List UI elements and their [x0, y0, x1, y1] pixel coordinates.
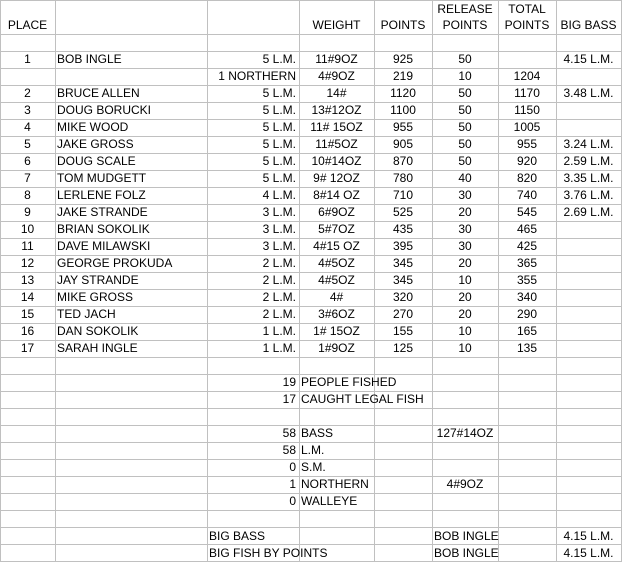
- total-points-cell[interactable]: 740: [516, 188, 538, 202]
- place-cell[interactable]: 14: [20, 290, 35, 304]
- points-cell[interactable]: 870: [392, 154, 414, 168]
- fish-count-cell[interactable]: 5 L.M.: [262, 120, 296, 134]
- summary-label-cell[interactable]: NORTHERN: [301, 477, 369, 491]
- angler-name-cell[interactable]: JAKE STRANDE: [57, 205, 148, 219]
- angler-name-cell[interactable]: BRIAN SOKOLIK: [57, 222, 150, 236]
- summary-label-cell[interactable]: PEOPLE FISHED: [301, 375, 397, 389]
- points-cell[interactable]: 435: [392, 222, 414, 236]
- angler-name-cell[interactable]: MIKE GROSS: [57, 290, 134, 304]
- weight-cell[interactable]: 8#14 OZ: [313, 188, 360, 202]
- angler-name-cell[interactable]: [55, 68, 207, 85]
- weight-cell[interactable]: 1# 15OZ: [313, 324, 360, 338]
- total-points-cell[interactable]: 820: [516, 171, 538, 185]
- big-bass-cell[interactable]: 4.15 L.M.: [563, 52, 614, 66]
- header-points[interactable]: POINTS: [380, 18, 426, 32]
- total-points-cell[interactable]: 290: [516, 307, 538, 321]
- weight-cell[interactable]: 11# 15OZ: [310, 120, 363, 134]
- total-points-cell[interactable]: 1204: [513, 69, 541, 83]
- angler-name-cell[interactable]: DAN SOKOLIK: [57, 324, 139, 338]
- fish-count-cell[interactable]: 1 L.M.: [262, 324, 296, 338]
- place-cell[interactable]: 2: [24, 86, 31, 100]
- weight-cell[interactable]: 10#14OZ: [311, 154, 362, 168]
- award-value-cell[interactable]: 4.15 L.M.: [563, 546, 614, 560]
- weight-cell[interactable]: 4#: [329, 290, 344, 304]
- release-points-cell[interactable]: 30: [458, 222, 472, 236]
- summary-extra-cell[interactable]: [432, 459, 498, 476]
- summary-count-cell[interactable]: 58: [282, 443, 296, 457]
- place-cell[interactable]: 10: [20, 222, 35, 236]
- angler-name-cell[interactable]: JAY STRANDE: [57, 273, 139, 287]
- release-points-cell[interactable]: 20: [458, 205, 472, 219]
- fish-count-cell[interactable]: 2 L.M.: [262, 256, 296, 270]
- summary-count-cell[interactable]: 19: [282, 375, 296, 389]
- summary-label-cell[interactable]: WALLEYE: [301, 494, 358, 508]
- place-cell[interactable]: 6: [24, 154, 31, 168]
- big-bass-cell[interactable]: [556, 272, 621, 289]
- award-winner-cell[interactable]: BOB INGLE: [434, 546, 499, 560]
- weight-cell[interactable]: 4#15 OZ: [313, 239, 360, 253]
- points-cell[interactable]: 345: [392, 273, 414, 287]
- release-points-cell[interactable]: 20: [458, 307, 472, 321]
- big-bass-cell[interactable]: [556, 119, 621, 136]
- fish-count-cell[interactable]: 3 L.M.: [262, 222, 296, 236]
- big-bass-cell[interactable]: [556, 102, 621, 119]
- angler-name-cell[interactable]: DAVE MILAWSKI: [57, 239, 151, 253]
- angler-name-cell[interactable]: MIKE WOOD: [57, 120, 129, 134]
- big-bass-cell[interactable]: [556, 289, 621, 306]
- summary-extra-cell[interactable]: [432, 493, 498, 510]
- summary-count-cell[interactable]: [207, 408, 299, 425]
- summary-label-cell[interactable]: S.M.: [301, 460, 326, 474]
- angler-name-cell[interactable]: LERLENE FOLZ: [57, 188, 146, 202]
- place-cell[interactable]: 17: [20, 341, 35, 355]
- total-points-cell[interactable]: 465: [516, 222, 538, 236]
- gridline-horizontal: [0, 357, 622, 358]
- big-bass-cell[interactable]: [556, 238, 621, 255]
- angler-name-cell[interactable]: DOUG SCALE: [57, 154, 136, 168]
- total-points-cell[interactable]: 340: [516, 290, 538, 304]
- fish-count-cell[interactable]: 5 L.M.: [262, 52, 296, 66]
- release-points-cell[interactable]: 10: [458, 324, 472, 338]
- big-bass-cell[interactable]: 3.76 L.M.: [563, 188, 614, 202]
- points-cell[interactable]: 1120: [390, 86, 416, 100]
- fish-count-cell[interactable]: 1 NORTHERN: [218, 69, 296, 83]
- release-points-cell[interactable]: 30: [458, 239, 472, 253]
- header-place[interactable]: PLACE: [7, 18, 48, 32]
- points-cell[interactable]: 525: [392, 205, 414, 219]
- header-weight[interactable]: WEIGHT: [312, 18, 361, 32]
- weight-cell[interactable]: 14#: [326, 86, 347, 100]
- points-cell[interactable]: 780: [392, 171, 414, 185]
- award-winner-cell[interactable]: BOB INGLE: [434, 529, 499, 543]
- release-points-cell[interactable]: 50: [458, 103, 472, 117]
- big-bass-cell[interactable]: [556, 323, 621, 340]
- gridline-horizontal: [0, 34, 622, 35]
- place-cell[interactable]: 16: [20, 324, 35, 338]
- release-points-cell[interactable]: 50: [458, 52, 472, 66]
- weight-cell[interactable]: 3#6OZ: [318, 307, 355, 321]
- points-cell[interactable]: 320: [392, 290, 414, 304]
- summary-label-cell[interactable]: L.M.: [301, 443, 325, 457]
- summary-count-cell[interactable]: 0: [289, 494, 296, 508]
- points-cell[interactable]: 1100: [390, 103, 416, 117]
- weight-cell[interactable]: 11#5OZ: [315, 137, 358, 151]
- release-points-cell[interactable]: 10: [458, 69, 472, 83]
- summary-extra-cell[interactable]: [432, 391, 498, 408]
- total-points-cell[interactable]: 165: [516, 324, 538, 338]
- summary-extra-cell[interactable]: [432, 442, 498, 459]
- place-cell[interactable]: 7: [24, 171, 31, 185]
- weight-cell[interactable]: 4#9OZ: [318, 69, 355, 83]
- weight-cell[interactable]: 1#9OZ: [318, 341, 355, 355]
- release-points-cell[interactable]: 50: [458, 86, 472, 100]
- points-cell[interactable]: 219: [392, 69, 414, 83]
- release-points-cell[interactable]: 30: [458, 188, 472, 202]
- big-bass-cell[interactable]: 2.59 L.M.: [563, 154, 614, 168]
- points-cell[interactable]: 710: [392, 188, 414, 202]
- fish-count-cell[interactable]: 5 L.M.: [262, 154, 296, 168]
- weight-cell[interactable]: 4#5OZ: [318, 256, 355, 270]
- big-bass-cell[interactable]: 3.48 L.M.: [563, 86, 614, 100]
- fish-count-cell[interactable]: 3 L.M.: [262, 239, 296, 253]
- total-points-cell[interactable]: 1005: [513, 120, 541, 134]
- fish-count-cell[interactable]: 4 L.M.: [262, 188, 296, 202]
- release-points-cell[interactable]: 10: [458, 273, 472, 287]
- place-cell[interactable]: 8: [24, 188, 31, 202]
- total-points-cell[interactable]: 425: [516, 239, 538, 253]
- points-cell[interactable]: 155: [392, 324, 414, 338]
- fish-count-cell[interactable]: 2 L.M.: [262, 307, 296, 321]
- header-big-bass[interactable]: BIG BASS: [560, 18, 617, 32]
- big-bass-cell[interactable]: 2.69 L.M.: [563, 205, 614, 219]
- summary-count-cell[interactable]: 1: [289, 477, 296, 491]
- release-points-cell[interactable]: 50: [458, 154, 472, 168]
- angler-name-cell[interactable]: DOUG BORUCKI: [57, 103, 152, 117]
- total-points-cell[interactable]: 545: [516, 205, 538, 219]
- total-points-cell[interactable]: 135: [516, 341, 538, 355]
- total-points-cell[interactable]: [498, 51, 556, 68]
- place-cell[interactable]: 11: [21, 239, 34, 253]
- summary-count-cell[interactable]: 17: [282, 392, 296, 406]
- release-points-cell[interactable]: 40: [458, 171, 472, 185]
- fish-count-cell[interactable]: 1 L.M.: [262, 341, 296, 355]
- total-points-cell[interactable]: 1150: [514, 103, 540, 117]
- weight-cell[interactable]: 4#5OZ: [318, 273, 355, 287]
- total-points-cell[interactable]: 1170: [514, 86, 540, 100]
- big-bass-cell[interactable]: [556, 306, 621, 323]
- points-cell[interactable]: 270: [392, 307, 414, 321]
- summary-label-cell[interactable]: BASS: [301, 426, 334, 440]
- place-cell[interactable]: 5: [24, 137, 31, 151]
- summary-count-cell[interactable]: 58: [282, 426, 296, 440]
- fish-count-cell[interactable]: 5 L.M.: [262, 137, 296, 151]
- angler-name-cell[interactable]: JAKE GROSS: [57, 137, 134, 151]
- big-bass-cell[interactable]: [556, 68, 621, 85]
- fish-count-cell[interactable]: 2 L.M.: [262, 273, 296, 287]
- release-points-cell[interactable]: 10: [458, 341, 472, 355]
- total-points-cell[interactable]: 365: [516, 256, 538, 270]
- fish-count-cell[interactable]: 5 L.M.: [262, 86, 296, 100]
- header-total-line2[interactable]: POINTS: [504, 18, 550, 32]
- angler-name-cell[interactable]: BRUCE ALLEN: [57, 86, 140, 100]
- points-cell[interactable]: 925: [392, 52, 414, 66]
- fish-count-cell[interactable]: 5 L.M.: [262, 103, 296, 117]
- summary-extra-cell[interactable]: [432, 374, 498, 391]
- release-points-cell[interactable]: 50: [458, 137, 472, 151]
- points-cell[interactable]: 345: [392, 256, 414, 270]
- summary-extra-cell[interactable]: [432, 408, 498, 425]
- place-cell[interactable]: 3: [24, 103, 31, 117]
- points-cell[interactable]: 125: [392, 341, 414, 355]
- big-bass-cell[interactable]: [556, 255, 621, 272]
- place-cell[interactable]: 1: [24, 52, 31, 66]
- points-cell[interactable]: 395: [392, 239, 414, 253]
- weight-cell[interactable]: 11#9OZ: [315, 52, 358, 66]
- weight-cell[interactable]: 13#12OZ: [311, 103, 362, 117]
- big-bass-cell[interactable]: 3.35 L.M.: [563, 171, 614, 185]
- summary-count-cell[interactable]: 0: [289, 460, 296, 474]
- angler-name-cell[interactable]: TOM MUDGETT: [57, 171, 147, 185]
- big-bass-cell[interactable]: [556, 221, 621, 238]
- header-release-line2[interactable]: POINTS: [442, 18, 488, 32]
- total-points-cell[interactable]: 920: [516, 154, 538, 168]
- place-cell[interactable]: 12: [20, 256, 35, 270]
- summary-label-cell[interactable]: CAUGHT LEGAL FISH: [301, 392, 424, 406]
- total-points-cell[interactable]: 355: [516, 273, 538, 287]
- total-points-cell[interactable]: 955: [516, 137, 538, 151]
- place-cell[interactable]: [0, 68, 55, 85]
- release-points-cell[interactable]: 20: [458, 256, 472, 270]
- place-cell[interactable]: 9: [24, 205, 31, 219]
- angler-name-cell[interactable]: GEORGE PROKUDA: [57, 256, 173, 270]
- place-cell[interactable]: 15: [20, 307, 35, 321]
- release-points-cell[interactable]: 50: [458, 120, 472, 134]
- award-value-cell[interactable]: 4.15 L.M.: [563, 529, 614, 543]
- place-cell[interactable]: 4: [24, 120, 31, 134]
- points-cell[interactable]: 905: [392, 137, 414, 151]
- summary-extra-cell[interactable]: 127#14OZ: [436, 426, 494, 440]
- weight-cell[interactable]: 5#7OZ: [318, 222, 355, 236]
- angler-name-cell[interactable]: SARAH INGLE: [57, 341, 138, 355]
- gridline-horizontal: [0, 510, 622, 511]
- angler-name-cell[interactable]: BOB INGLE: [57, 52, 122, 66]
- weight-cell[interactable]: 6#9OZ: [318, 205, 355, 219]
- weight-cell[interactable]: 9# 12OZ: [313, 171, 360, 185]
- release-points-cell[interactable]: 20: [458, 290, 472, 304]
- place-cell[interactable]: 13: [20, 273, 35, 287]
- award-label-cell[interactable]: BIG BASS: [209, 529, 266, 543]
- header-release-line1[interactable]: RELEASE: [437, 2, 493, 16]
- points-cell[interactable]: 955: [392, 120, 414, 134]
- award-label-cell[interactable]: BIG FISH BY POINTS: [209, 546, 328, 560]
- fish-count-cell[interactable]: 2 L.M.: [262, 290, 296, 304]
- fish-count-cell[interactable]: 5 L.M.: [262, 171, 296, 185]
- summary-label-cell[interactable]: [299, 408, 432, 425]
- big-bass-cell[interactable]: 3.24 L.M.: [563, 137, 614, 151]
- header-total-line1[interactable]: TOTAL: [508, 2, 546, 16]
- big-bass-cell[interactable]: [556, 340, 621, 357]
- summary-extra-cell[interactable]: 4#9OZ: [446, 477, 484, 491]
- fish-count-cell[interactable]: 3 L.M.: [262, 205, 296, 219]
- angler-name-cell[interactable]: TED JACH: [57, 307, 116, 321]
